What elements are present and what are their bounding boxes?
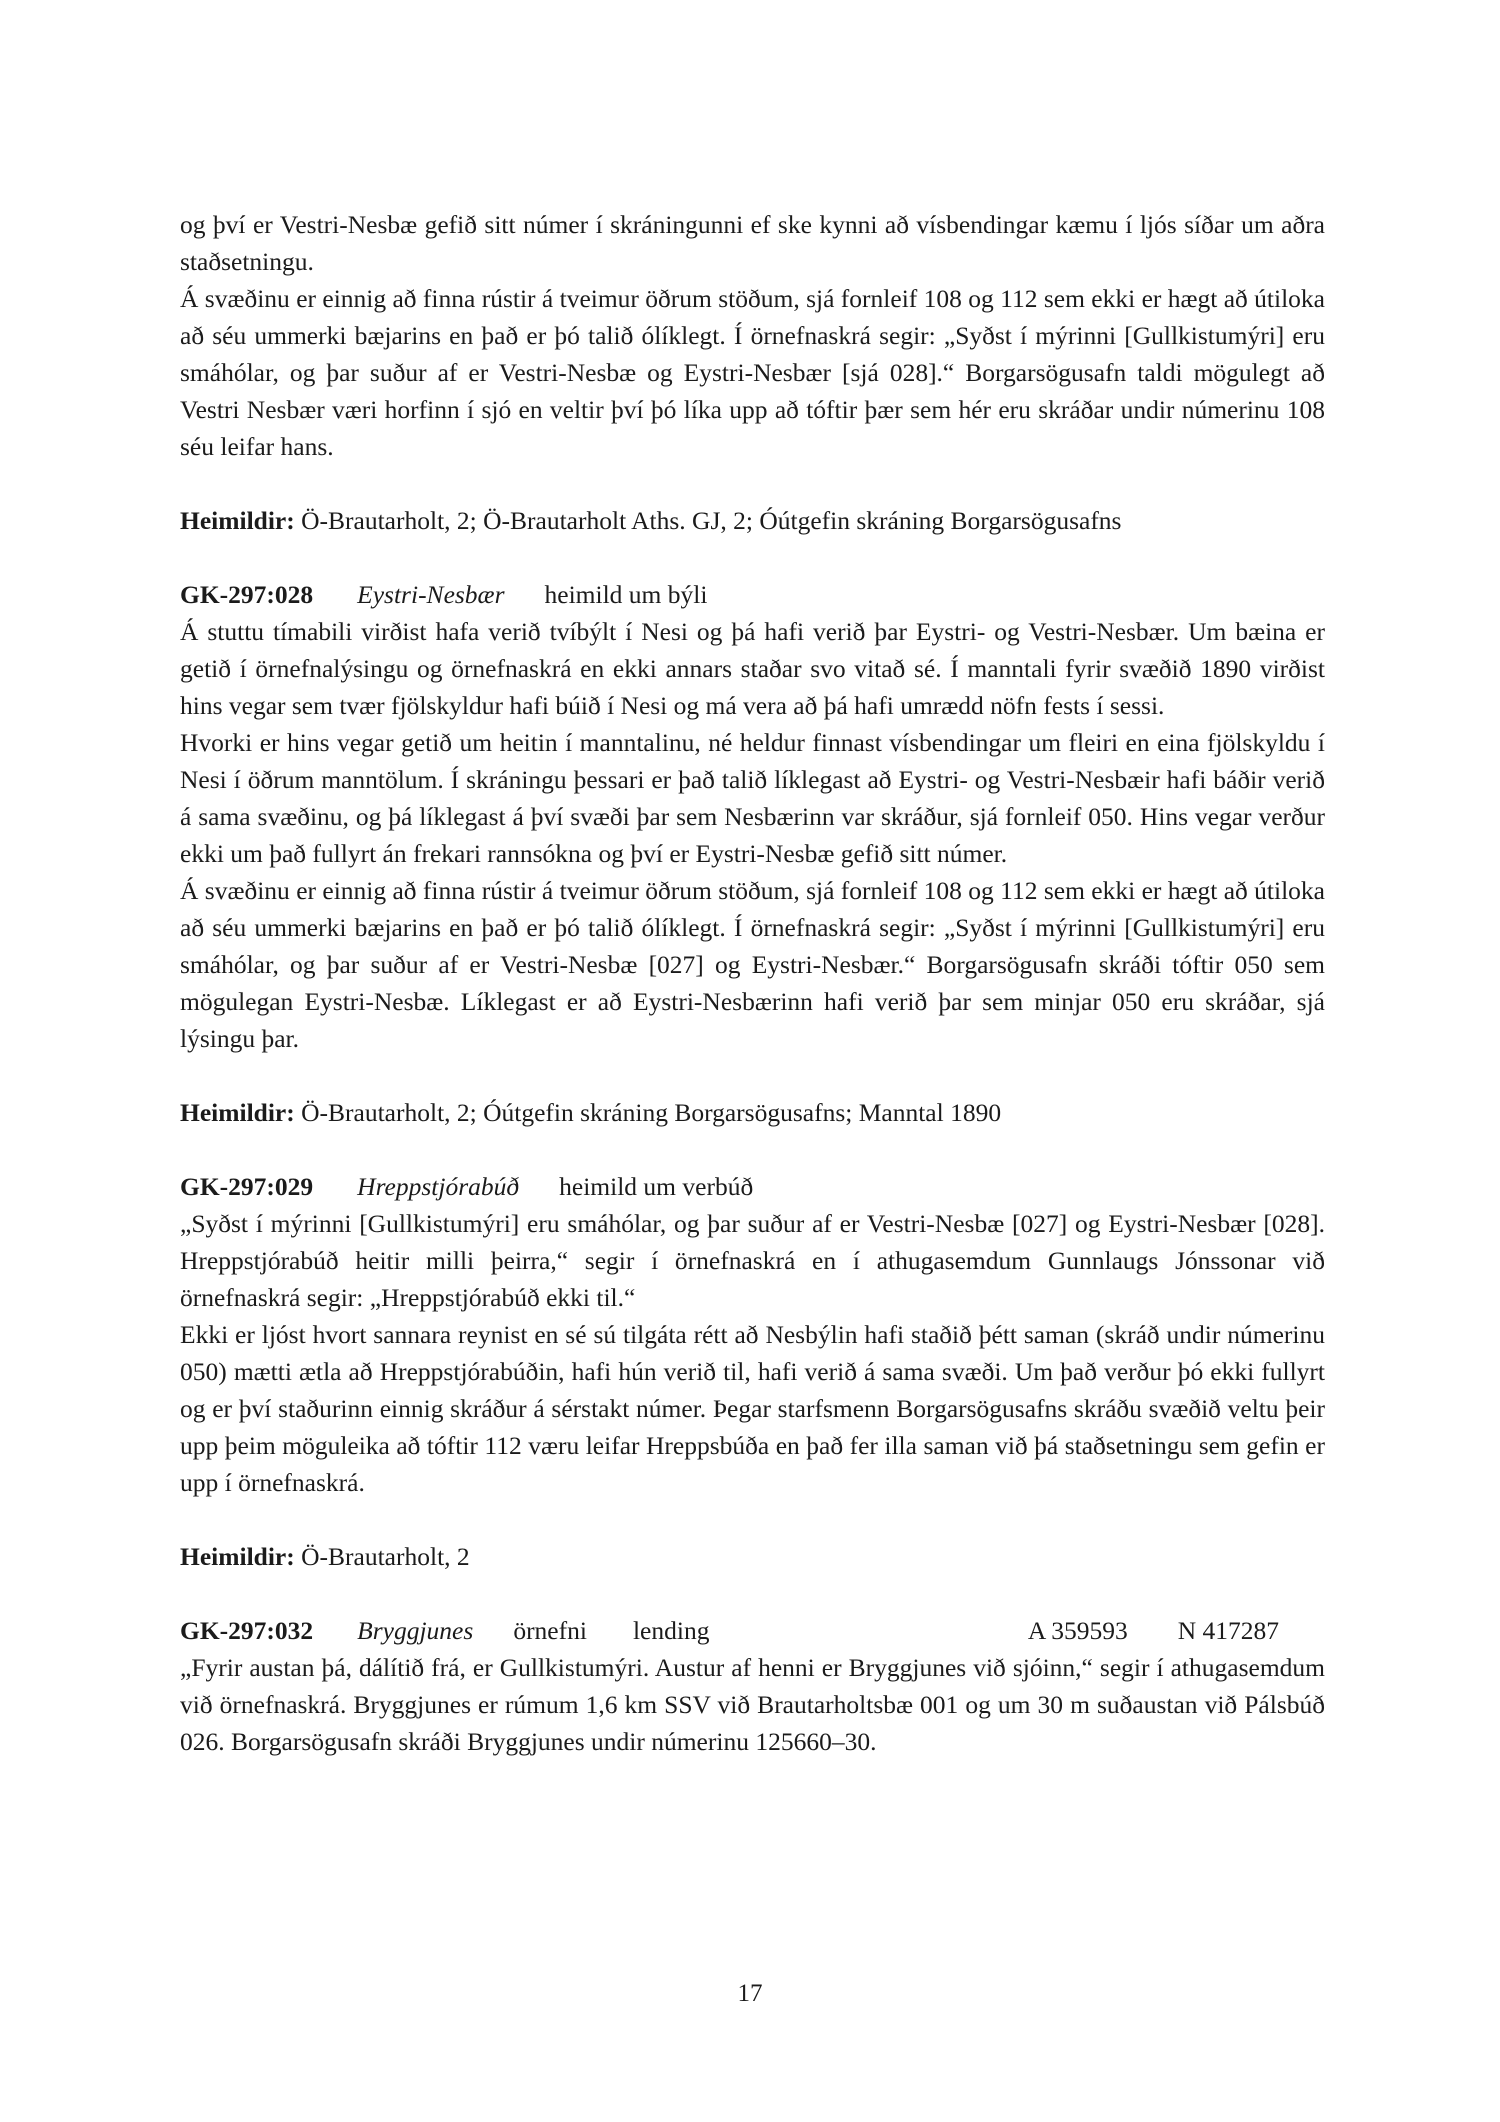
paragraph: „Fyrir austan þá, dálítið frá, er Gullkistumýri. Austur af henni er Bryggjunes við sjóinn,“ segir í athugasemdum við örnefnaskrá. Bryggjunes er rúmum 1,6 km SSV við Brautarholtsbæ 001 og um 30 m suðaustan við Pálsbúð 026. Borgarsögusafn skráði Bryggjunes undir númerinu 125660–30. [180,1653,1325,1756]
paragraph: „Syðst í mýrinni [Gullkistumýri] eru smáhólar, og þar suður af er Vestri-Nesbæ [027] og Eystri-Nesbær [028]. Hreppstjórabúð heitir milli þeirra,“ segir í örnefnaskrá en í athugasemdum Gunnlaugs Jónssonar við örnefnaskrá segir: „Hreppstjórabúð ekki til.“ [180,1209,1325,1312]
entry-gk-297-029 [180,1168,1325,1575]
sources-label: Heimildir: [180,506,295,535]
entry-name: Hreppstjórabúð [357,1172,520,1201]
sources-line [180,1094,1325,1131]
coordinates [1028,1612,1325,1649]
paragraph: Á svæðinu er einnig að finna rústir á tveimur öðrum stöðum, sjá fornleif 108 og 112 sem ekki er hægt að útiloka að séu ummerki bæjarins en það er þó talið ólíklegt. Í örnefnaskrá segir: „Syðst í mýrinni [Gullkistumýri] eru smáhólar, og þar suður af er Vestri-Nesbæ [027] og Eystri-Nesbær.“ Borgarsögusafn skráði tóftir 050 sem mögulegan Eystri-Nesbæ. Líklegast er að Eystri-Nesbærinn hafi verið þar sem minjar 050 eru skráðar, sjá lýsingu þar. [180,876,1325,1053]
entry-name: Eystri-Nesbær [357,580,505,609]
sources-text: Ö-Brautarholt, 2; Óútgefin skráning Borgarsögusafns; Manntal 1890 [301,1098,1002,1127]
page-number: 17 [737,1980,763,2007]
sources-text: Ö-Brautarholt, 2; Ö-Brautarholt Aths. GJ, 2; Óútgefin skráning Borgarsögusafns [301,506,1122,535]
entry-heading [180,1168,1325,1205]
entry-type: heimild um býli [544,580,708,609]
entry-name: Bryggjunes [357,1616,474,1645]
entry-gk-297-028 [180,576,1325,1131]
entry-type: örnefni [513,1616,587,1645]
sources-label: Heimildir: [180,1542,295,1571]
paragraph: Ekki er ljóst hvort sannara reynist en sé sú tilgáta rétt að Nesbýlin hafi staðið þétt saman (skráð undir númerinu 050) mætti ætla að Hreppstjórabúðin, hafi hún verið til, hafi verið á sama svæði. Um það verður þó ekki fullyrt og er því staðurinn einnig skráður á sérstakt númer. Þegar starfsmenn Borgarsögusafns skráðu svæðið veltu þeir upp þeim möguleika að tóftir 112 væru leifar Hreppsbúða en það fer illa saman við þá staðsetningu sem gefin er upp í örnefnaskrá. [180,1320,1325,1497]
entry-heading [180,576,1325,613]
sources-label: Heimildir: [180,1098,295,1127]
entry-subtype: lending [632,1616,710,1645]
sources-line [180,502,1325,539]
entry-id: GK-297:032 [180,1616,314,1645]
sources-line [180,1538,1325,1575]
entry-type: heimild um verbúð [559,1172,754,1201]
entry-heading [180,1612,1325,1649]
page-content [180,206,1325,1760]
coordinate-a: A 359593 [1027,1616,1128,1645]
entry-id: GK-297:028 [180,580,314,609]
entry-id: GK-297:029 [180,1172,314,1201]
paragraph: Hvorki er hins vegar getið um heitin í manntalinu, né heldur finnast vísbendingar um fleiri en eina fjölskyldu í Nesi í öðrum manntölum. Í skráningu þessari er það talið líklegast að Eystri- og Vestri-Nesbæir hafi báðir verið á sama svæðinu, og þá líklegast á því svæði þar sem Nesbærinn var skráður, sjá fornleif 050. Hins vegar verður ekki um það fullyrt án frekari rannsókna og því er Eystri-Nesbæ gefið sitt númer. [180,728,1325,868]
paragraph: Á svæðinu er einnig að finna rústir á tveimur öðrum stöðum, sjá fornleif 108 og 112 sem ekki er hægt að útiloka að séu ummerki bæjarins en það er þó talið ólíklegt. Í örnefnaskrá segir: „Syðst í mýrinni [Gullkistumýri] eru smáhólar, og þar suður af er Vestri-Nesbæ og Eystri-Nesbær [sjá 028].“ Borgarsögusafn taldi mögulegt að Vestri Nesbær væri horfinn í sjó en veltir því þó líka upp að tóftir þær sem hér eru skráðar undir númerinu 108 séu leifar hans. [180,284,1325,461]
coordinate-n: N 417287 [1177,1616,1279,1645]
entry-gk-297-032 [180,1612,1325,1760]
paragraph: og því er Vestri-Nesbæ gefið sitt númer í skráningunni ef ske kynni að vísbendingar kæmu í ljós síðar um aðra staðsetningu. [180,210,1325,276]
sources-text: Ö-Brautarholt, 2 [301,1542,470,1571]
paragraph: Á stuttu tímabili virðist hafa verið tvíbýlt í Nesi og þá hafi verið þar Eystri- og Vestri-Nesbær. Um bæina er getið í örnefnalýsingu og örnefnaskrá en ekki annars staðar svo vitað sé. Í manntali fyrir svæðið 1890 virðist hins vegar sem tvær fjölskyldur hafi búið í Nesi og má vera að þá hafi umrædd nöfn fests í sessi. [180,617,1325,720]
